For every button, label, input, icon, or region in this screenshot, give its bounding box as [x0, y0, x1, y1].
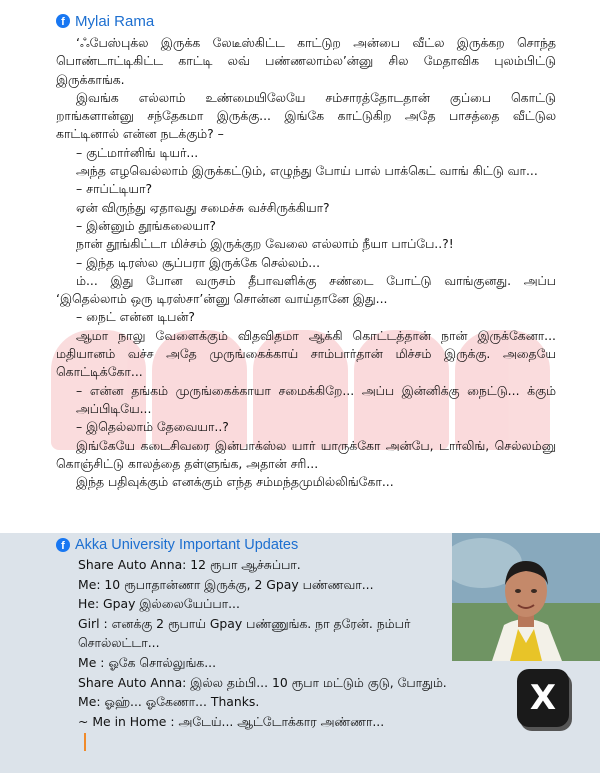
paragraph: – என்ன தங்கம் முருங்கைக்காயா சமைக்கிறே... அப்ப இன்னிக்கு நைட்டு... க்கும் அப்பிடியே...	[76, 382, 556, 416]
facebook-icon: f	[56, 538, 70, 552]
paragraph: இவங்க எல்லாம் உண்மையிலேயே சம்சாரத்தோடதான் குப்பை கொட்டு றாங்களான்னு சந்தேகமா இருக்கு... இங்கே காட்டுகிற அதே பாசத்தை வீட்டுல காட்டினால் என்ன நடக்கும்? –	[56, 89, 556, 142]
x-logo-glyph: X	[529, 678, 557, 718]
dialogue-line: Share Auto Anna: 12 ரூபா ஆச்சுப்பா.	[78, 557, 301, 572]
paragraph: இந்த பதிவுக்கும் எனக்கும் எந்த சம்மந்தமுமில்லிங்கோ...	[76, 474, 394, 490]
dialogue-line: He: Gpay இல்லையேப்பா...	[78, 596, 240, 612]
paragraph: ஆமா நாலு வேளைக்கும் விதவிதமா ஆக்கி கொட்டத்தான் நான் இருக்கேனா... மதியானம் வச்ச அதே முருங்கைக்காய் சாம்பார்தான் மிச்சம் இருக்கு. அதையே கொட்டிக்கோ...	[56, 327, 556, 380]
paragraph: ஏன் விருந்து ஏதாவது சமைச்சு வச்சிருக்கியா?	[76, 199, 330, 215]
decorative-marker	[84, 733, 86, 751]
dialogue-line: Girl : எனக்கு 2 ரூபாய் Gpay பண்ணுங்க. நா தரேன். நம்பர் சொல்லட்டா...	[78, 615, 411, 651]
paragraph: நான் தூங்கிட்டா மிச்சம் இருக்குற வேலை எல்லாம் நீயா பாப்பே..?!	[76, 236, 454, 252]
post-akka-university	[0, 533, 600, 773]
post-body	[56, 34, 556, 491]
dialogue-line: Share Auto Anna: இல்ல தம்பி... 10 ரூபா மட்டும் குடு, போதும்.	[78, 674, 447, 690]
dialogue-line: Me : ஓகே சொல்லுங்க...	[78, 654, 217, 670]
paragraph: – இந்த டிரஸ்ல சூப்பரா இருக்கே செல்லம்...	[76, 254, 321, 270]
post-author-name[interactable]: Akka University Important Updates	[75, 537, 299, 553]
dialogue-line: ~ Me in Home : அடேய்... ஆட்டோக்கார அண்ணா...	[78, 713, 385, 729]
paragraph: ‘ஃபேஸ்புக்ல இருக்க லேடீஸ்கிட்ட காட்டுற அன்பை வீட்ல இருக்கற சொந்த பொண்டாட்டிகிட்ட காட்டி லவ் பண்ணலாம்ல’ன்னு சில மேதாவிக புலம்பிட்டு இருக்காங்க.	[56, 35, 556, 87]
paragraph: அந்த எழவெல்லாம் இருக்கட்டும், எழுந்து போய் பால் பாக்கெட் வாங் கிட்டு வா...	[76, 163, 538, 179]
post-author-header[interactable]	[56, 535, 298, 555]
post-author-header[interactable]	[56, 10, 154, 32]
facebook-icon: f	[56, 14, 70, 28]
dialogue-line: Me: 10 ரூபாதான்ணா இருக்கு, 2 Gpay பண்ணவா...	[78, 576, 374, 592]
paragraph: ம்... இது போன வருசம் தீபாவளிக்கு சண்டை போட்டு வாங்குனது. அப்ப ‘இதெல்லாம் ஒரு டிரஸ்சா’ன்னு சொன்ன வாய்தானே இது...	[56, 272, 556, 307]
paragraph: – இன்னும் தூங்கலையா?	[76, 217, 217, 233]
paragraph: – குட்மார்னிங் டியர்...	[76, 144, 199, 160]
paragraph: இங்கேயே கடைசிவரை இன்பாக்ஸ்ல யார் யாருக்கோ அன்பே, டார்லிங், செல்லம்னு கொஞ்சிட்டு காலத்தை தள்ளுங்க, அதான் சரி...	[56, 437, 556, 471]
paragraph: – சாப்ட்டியா?	[76, 181, 153, 197]
paragraph: – நைட் என்ன டிபன்?	[76, 309, 195, 325]
dialogue-line: Me: ஓஹ்... ஓகேணா... Thanks.	[78, 694, 260, 710]
post-author-name[interactable]: Mylai Rama	[75, 12, 155, 30]
person-photo-illustration	[452, 533, 600, 661]
post-body	[56, 555, 456, 731]
paragraph: – இதெல்லாம் தேவையா..?	[76, 419, 229, 435]
x-logo-icon	[517, 669, 569, 727]
person-photo	[452, 533, 600, 661]
